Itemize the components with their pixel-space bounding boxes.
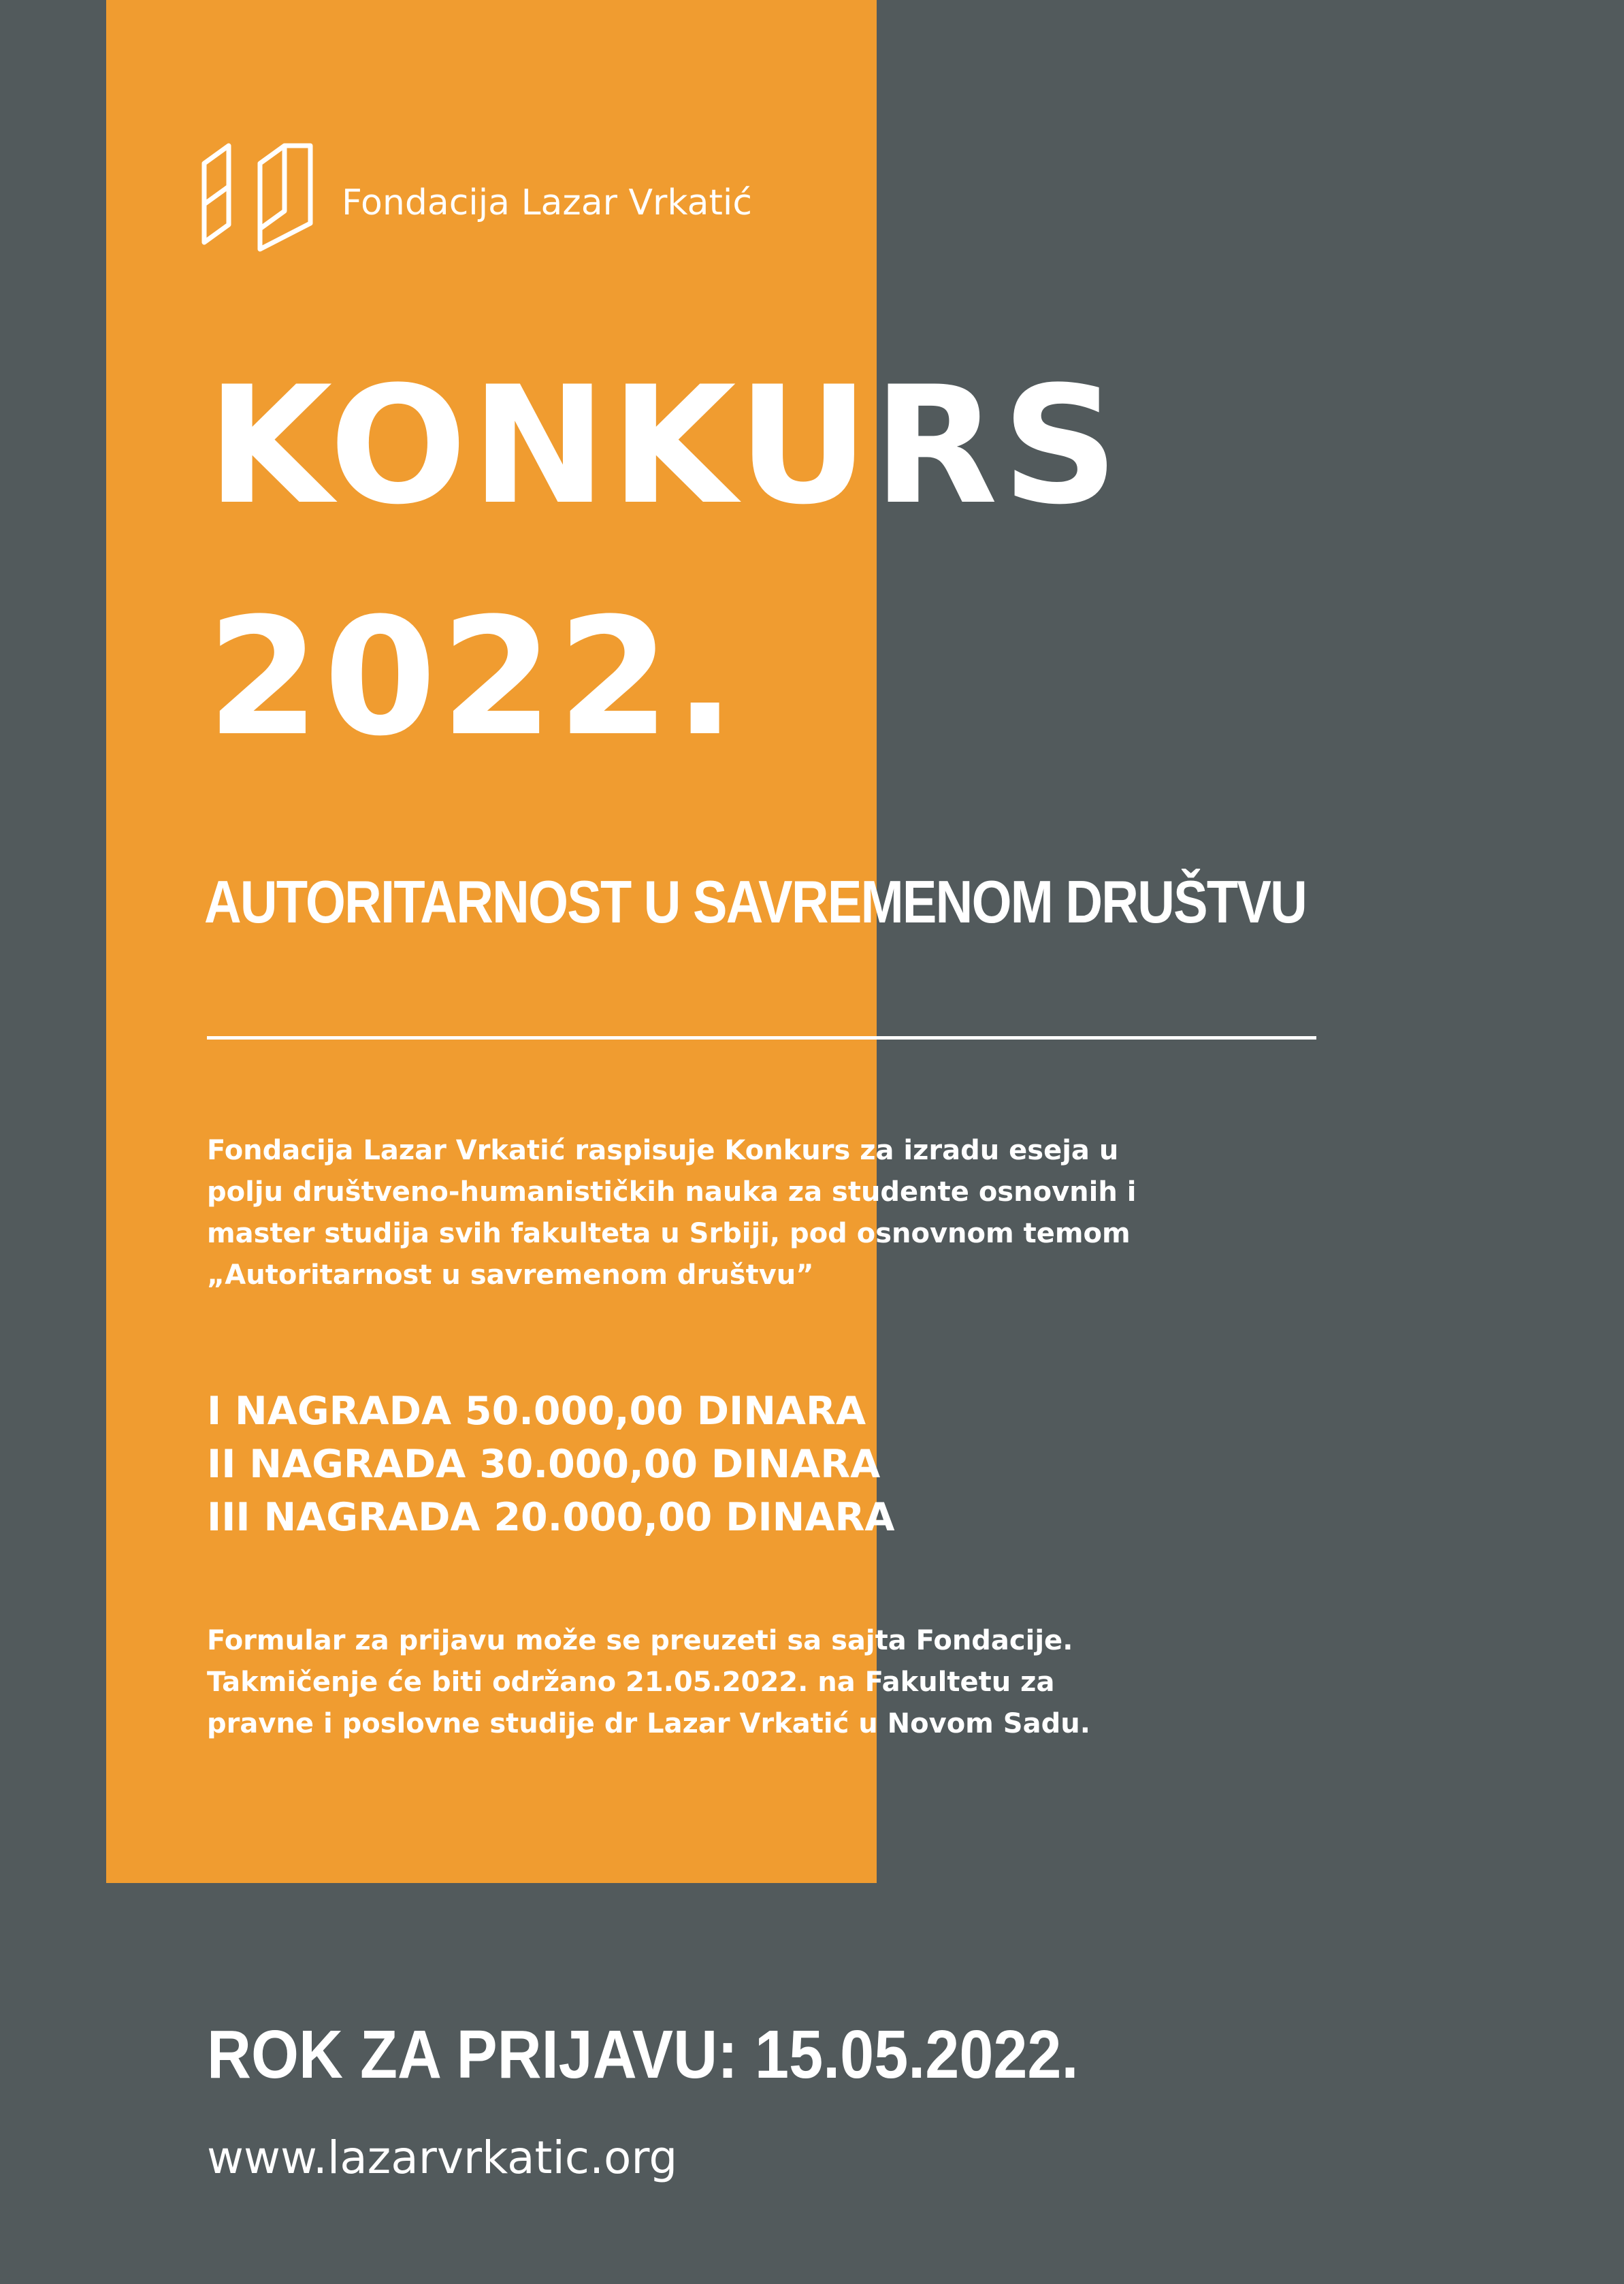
info-line: Takmičenje će biti održano 21.05.2022. na Fakultetu za [207, 1667, 1055, 1698]
intro-line: Fondacija Lazar Vrkatić raspisuje Konkurs za izradu eseja u [207, 1135, 1119, 1166]
organization-name: Fondacija Lazar Vrkatić [342, 182, 752, 223]
prize-first: I NAGRADA 50.000,00 DINARA [207, 1389, 866, 1434]
prizes-list [207, 1385, 894, 1544]
page-title [207, 331, 1122, 794]
title-line-konkurs: KONKURS [207, 352, 1123, 541]
info-line: Formular za prijavu može se preuzeti sa sajta Fondacije. [207, 1625, 1073, 1656]
intro-line: master studija svih fakulteta u Srbiji, pod osnovnom temom [207, 1218, 1131, 1249]
title-line-year: 2022. [207, 583, 740, 772]
info-paragraph [207, 1620, 1090, 1745]
prize-third: III NAGRADA 20.000,00 DINARA [207, 1495, 895, 1540]
intro-line: „Autoritarnost u savremenom društvu” [207, 1259, 814, 1291]
foundation-logo-icon [201, 143, 313, 252]
info-line: pravne i poslovne studije dr Lazar Vrkatić u Novom Sadu. [207, 1708, 1090, 1739]
divider [207, 1036, 1316, 1040]
intro-paragraph [207, 1130, 1364, 1296]
prize-second: II NAGRADA 30.000,00 DINARA [207, 1442, 881, 1487]
website-link[interactable]: www.lazarvrkatic.org [207, 2132, 678, 2184]
subtitle: AUTORITARNOST U SAVREMENOM DRUŠTVU [204, 868, 1307, 935]
intro-line: polju društveno-humanističkih nauka za studente osnovnih i [207, 1176, 1137, 1208]
application-deadline: ROK ZA PRIJAVU: 15.05.2022. [207, 2016, 1079, 2093]
